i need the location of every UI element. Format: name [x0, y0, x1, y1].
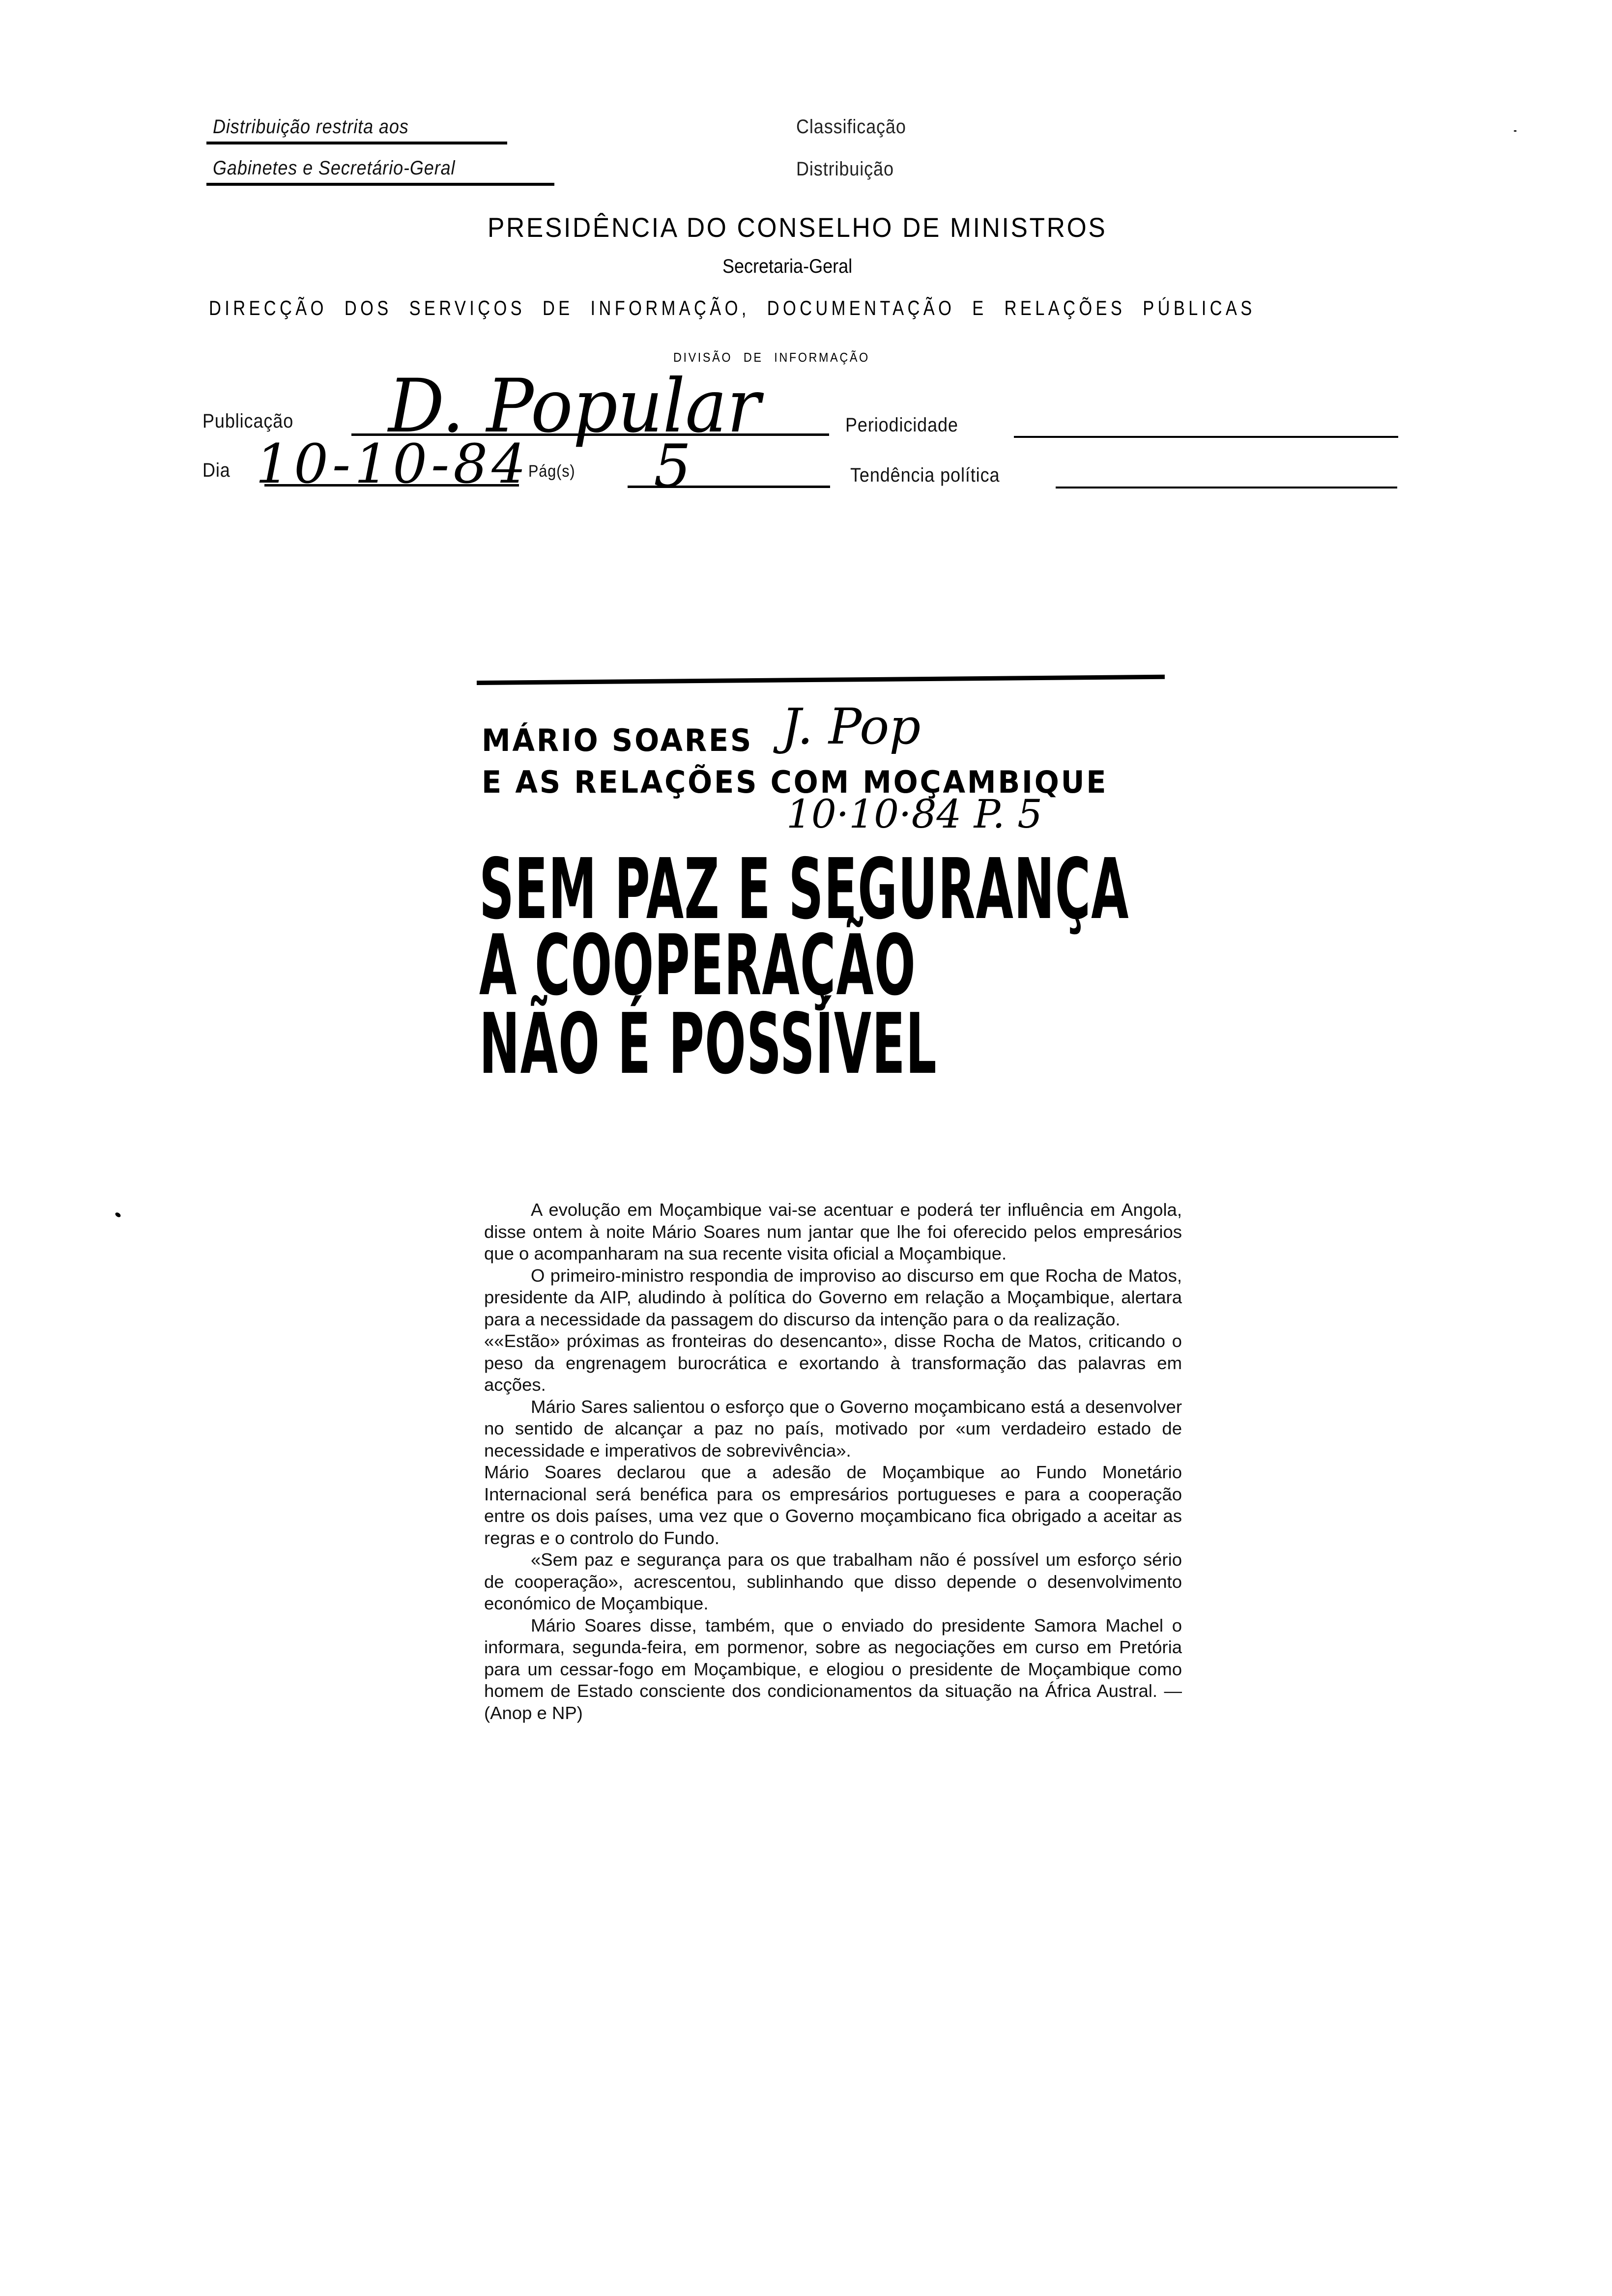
article-paragraph: A evolução em Moçambique vai-se acentuar e poderá ter influência em Angola, disse ontem à noite Mário Soares num jantar que lhe foi oferecido pelos empresários que o acompanharam na sua recente visita oficial a Moçambique.: [484, 1200, 1182, 1263]
scan-speck: [1514, 130, 1517, 132]
article-paragraph: Mário Sares salientou o esforço que o Governo moçambicano está a desenvolver no sentido de alcançar a paz no país, motivado por «um verdadeiro estado de necessidade e imperativos de sobrevivência».: [484, 1396, 1182, 1461]
article-paragraph: Mário Soares disse, também, que o enviado do presidente Samora Machel o informara, segunda-feira, em pormenor, sobre as negociações em curso em Pretória para um cessar-fogo em Moçambique, e elogiou o presidente de Moçambique como homem de Estado consciente dos condicionamentos da situação na África Austral. — (Anop e NP): [484, 1615, 1182, 1723]
article-body: [484, 1199, 1182, 1724]
political-tendency-field-line[interactable]: [1056, 487, 1397, 488]
org-title: PRESIDÊNCIA DO CONSELHO DE MINISTROS: [488, 212, 1107, 243]
periodicity-label: Periodicidade: [845, 414, 958, 436]
headline-line2: A COOPERAÇÃO: [479, 917, 916, 1014]
article-paragraph: O primeiro-ministro respondia de improviso ao discurso em que Rocha de Matos, presidente da AIP, aludindo à política do Governo em relação a Moçambique, alertara para a necessidade da passagem do discurso da intenção para o da realização.: [484, 1265, 1182, 1329]
political-tendency-label: Tendência política: [850, 464, 1000, 486]
article-paragraph: Mário Soares declarou que a adesão de Moçambique ao Fundo Monetário Internacional será benéfica para os empresários portugueses e para a cooperação entre os dois países, uma vez que o Governo moçambicano fica obrigado a aceitar as regras e o controlo do Fundo.: [484, 1462, 1182, 1548]
article-kicker-line2: E AS RELAÇÕES COM MOÇAMBIQUE: [482, 764, 1108, 800]
day-value[interactable]: 10-10-84: [256, 432, 530, 495]
periodicity-field-line[interactable]: [1014, 436, 1398, 438]
underline-divider: [206, 183, 554, 186]
article-kicker-line1: MÁRIO SOARES: [482, 722, 753, 758]
headline-line1: SEM PAZ E SEGURANÇA: [479, 841, 1129, 938]
division-line: DIVISÃO DE INFORMAÇÃO: [673, 350, 870, 365]
org-subtitle: Secretaria-Geral: [722, 256, 853, 277]
pages-label: Pág(s): [528, 462, 576, 481]
article-paragraph: ««Estão» próximas as fronteiras do desencanto», disse Rocha de Matos, criticando o peso da engrenagem burocrática e exortando à transformação das palavras em acções.: [484, 1331, 1182, 1395]
classification-label: Classificação: [796, 116, 906, 138]
scan-speck: [115, 1211, 121, 1218]
handwritten-source-note: J. Pop: [781, 698, 921, 755]
pages-value[interactable]: 5: [654, 432, 691, 501]
restricted-distribution-line2: Gabinetes e Secretário-Geral: [213, 157, 456, 179]
directorate-line: DIRECÇÃO DOS SERVIÇOS DE INFORMAÇÃO, DOCUMENTAÇÃO E RELAÇÕES PÚBLICAS: [209, 296, 1256, 319]
publication-value[interactable]: D. Popular: [388, 364, 761, 449]
underline-divider: [206, 142, 507, 144]
restricted-distribution-line1: Distribuição restrita aos: [213, 116, 409, 138]
distribution-label: Distribuição: [796, 158, 894, 180]
article-top-rule: [477, 675, 1165, 685]
publication-label: Publicação: [202, 410, 294, 432]
article-paragraph: «Sem paz e segurança para os que trabalham não é possível um esforço sério de cooperação», acrescentou, sublinhando que disso depende o desenvolvimento económico de Moçambique.: [484, 1550, 1182, 1613]
handwritten-date-note: 10·10·84 P. 5: [786, 791, 1043, 837]
political-tendency-value[interactable]: [1056, 462, 1397, 487]
day-label: Dia: [202, 459, 230, 481]
headline-line3: NÃO É POSSÍVEL: [479, 996, 937, 1093]
periodicity-value[interactable]: [1014, 410, 1397, 435]
